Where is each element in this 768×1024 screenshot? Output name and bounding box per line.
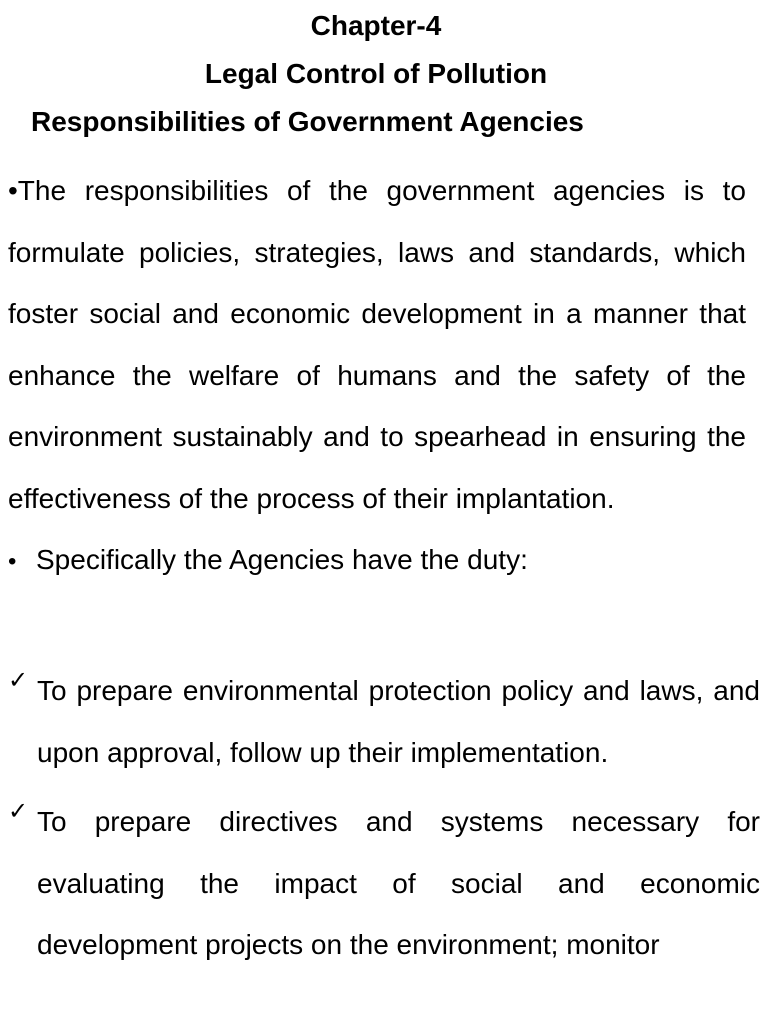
- bullet-item: [8, 529, 746, 593]
- check-item-text: To prepare directives and systems necessary for evaluating the impact of social and economic development projects on the environment; monitor: [37, 806, 760, 960]
- heading-block: [0, 2, 752, 146]
- section-subtitle: Responsibilities of Government Agencies: [31, 106, 584, 137]
- bullet-icon: •: [8, 548, 17, 575]
- bullet-text: Specifically the Agencies have the duty:: [36, 544, 528, 575]
- intro-paragraph: •The responsibilities of the government agencies is to formulate policies, strategies, laws and standards, which foster social and economic development in a manner that enhance the welfare of humans and the safety of the environment sustainably and to spearhead in ensuring the effectiveness of the process of their implantation.: [8, 175, 746, 514]
- checkmark-icon: ✓: [8, 797, 29, 825]
- check-item-2: [8, 791, 760, 976]
- check-item-text: To prepare environmental protection policy and laws, and upon approval, follow up their implementation.: [37, 675, 760, 768]
- checklist: [8, 660, 760, 984]
- chapter-title: Legal Control of Pollution: [204, 58, 548, 89]
- body-content: [8, 160, 746, 593]
- checkmark-icon: ✓: [8, 666, 29, 694]
- check-item-1: [8, 660, 760, 783]
- chapter-heading: Chapter-4: [310, 10, 442, 41]
